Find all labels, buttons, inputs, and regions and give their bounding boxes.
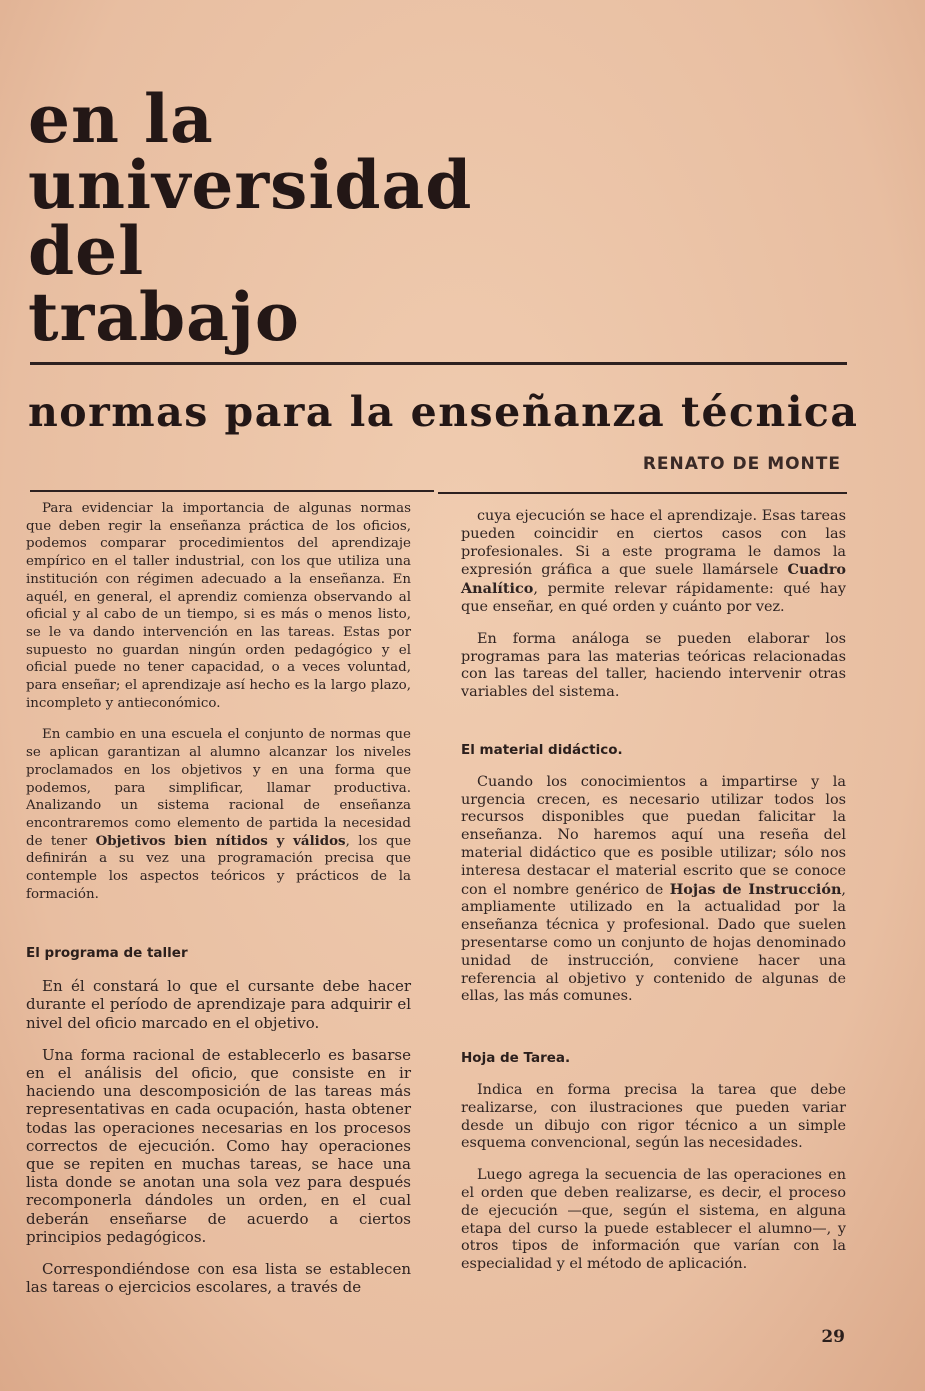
right-column: [461, 500, 846, 1288]
paragraph: Cuando los conocimientos a impartirse y la urgencia crecen, es necesario utilizar todos los recursos disponibles que puedan falicitar la enseñanza. No haremos aquí una reseña del material didáctico que es posible utilizar; sólo nos interesa destacar el material escrito que se conoce con el nombre genérico de Hojas de Instrucción, ampliamente utilizado en la actualidad por la enseñanza técnica y profesional. Dado que suelen presentarse como un conjunto de hojas denominado unidad de instrucción, conviene hacer una referencia al objetivo y contenido de algunas de ellas, las más comunes.: [461, 773, 846, 1005]
bold-term: Cuadro Analítico: [461, 561, 846, 598]
title-line-4: trabajo: [28, 278, 300, 356]
paragraph: Para evidenciar la importancia de algunas normas que deben regir la enseñanza práctica de los oficios, podemos comparar procedimientos del aprendizaje empírico en el taller industrial, con los que utiliza una institución con régimen adecuado a la enseñanza. En aquél, en general, el aprendiz comienza observando al oficial y al cabo de un tiempo, si es más o menos listo, se le va dando intervención en las tareas. Estas por supuesto no guardan ningún orden pedagógico y el oficial puede no tener capacidad, o a veces voluntad, para enseñar; el aprendizaje así hecho es la largo plazo, incompleto y antieconómico.: [26, 501, 411, 711]
paragraph: En él constará lo que el cursante debe hacer durante el período de aprendizaje para adquirir el nivel del oficio marcado en el objetivo.: [26, 977, 411, 1032]
section-heading: Hoja de Tarea.: [461, 1050, 571, 1067]
paragraph: Correspondiéndose con esa lista se establecen las tareas o ejercicios escolares, a través de: [26, 1260, 411, 1297]
paragraph: Luego agrega la secuencia de las operaciones en el orden que deben realizarse, es decir, el proceso de ejecución —que, según el sistema, en alguna etapa del curso la puede establecer el alumno—, y otros tipos de información que varían con la especialidad y el método de aplicación.: [461, 1167, 846, 1273]
title-line-3: del: [28, 212, 145, 290]
bold-term: Hojas de Instrucción: [669, 880, 842, 898]
section-rule-right: [438, 492, 847, 494]
title-rule: [30, 362, 847, 365]
paragraph: cuya ejecución se hace el aprendizaje. Esas tareas pueden coincidir en ciertos casos con las profesionales. Si a este programa le damos la expresión gráfica a que suele llamársele Cuadro Analítico, permite relevar rápidamente: qué hay que enseñar, en qué orden y cuánto por vez.: [461, 508, 846, 615]
section-heading: El material didáctico.: [461, 741, 623, 758]
title-line-1: en la: [28, 80, 214, 158]
paragraph: En cambio en una escuela el conjunto de normas que se aplican garantizan al alumno alcanzar los niveles proclamados en los objetivos y en una forma que podemos, para simplificar, llamar productiva. Analizando un sistema racional de enseñanza encontraremos como elemento de partida la necesidad de tener Objetivos bien nítidos y válidos, los que definirán a su vez una programación precisa que contemple los aspectos teóricos y prácticos de la formación.: [26, 727, 411, 902]
article-title: [28, 80, 473, 356]
section-rule-left: [30, 490, 434, 492]
bold-term: Objetivos bien nítidos y válidos: [95, 832, 346, 849]
paragraph: Indica en forma precisa la tarea que debe realizarse, con ilustraciones que pueden variar desde un dibujo con rigor técnico a un simple esquema convencional, según las necesidades.: [461, 1081, 846, 1152]
paragraph: Una forma racional de establecerlo es basarse en el análisis del oficio, que consiste en ir haciendo una descomposición de las tareas más representativas en cada ocupación, hasta obtener todas las operaciones necesarias en los procesos correctos de ejecución. Como hay operaciones que se repiten en muchas tareas, se hace una lista donde se anotan una sola vez para después recomponerla dándoles un orden, en el cual deberán enseñarse de acuerdo a ciertos principios pedagógicos.: [26, 1045, 411, 1246]
section-heading: El programa de taller: [26, 945, 188, 962]
paragraph: En forma análoga se pueden elaborar los programas para las materias teóricas relacionadas con las tareas del taller, haciendo intervenir otras variables del sistema.: [461, 630, 846, 701]
page-number: 29: [821, 1327, 845, 1347]
left-column: [26, 500, 411, 1310]
title-line-2: universidad: [28, 146, 473, 224]
author-byline: RENATO DE MONTE: [642, 454, 841, 474]
article-subtitle: normas para la enseñanza técnica: [28, 388, 859, 436]
